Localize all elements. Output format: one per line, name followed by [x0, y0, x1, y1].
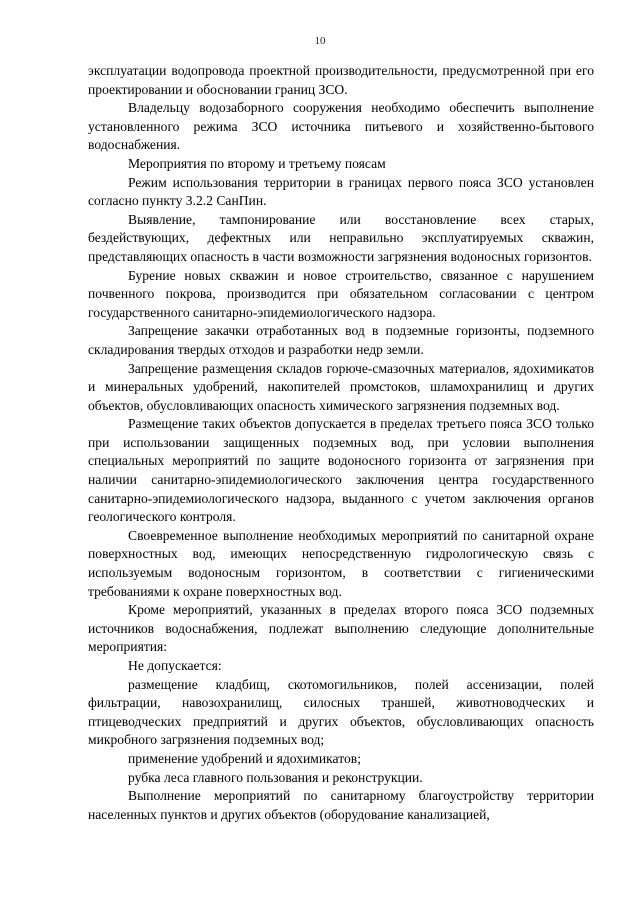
paragraph: Своевременное выполнение необходимых мероприятий по санитарной охране поверхностных вод, имеющих непосредственную гидрологическую связь с используемым водоносным горизонтом, в соответствии с гигиеническими требованиями к охране поверхностных вод.	[88, 527, 594, 599]
paragraph: Мероприятия по второму и третьему поясам	[128, 155, 386, 171]
paragraph: рубка леса главного пользования и реконструкции.	[128, 769, 423, 785]
paragraph: Размещение таких объектов допускается в пределах третьего пояса ЗСО только при использовании защищенных подземных вод, при условии выполнения специальных мероприятий по защите водоносного горизонта от загрязнения при наличии санитарно-эпидемиологического заключения центра государственного санитарно-эпидемиологического надзора, выданного с учетом заключения органов геологического контроля.	[88, 416, 594, 525]
paragraph: Владельцу водозаборного сооружения необходимо обеспечить выполнение установленного режима ЗСО источника питьевого и хозяйственно-бытового водоснабжения.	[88, 100, 594, 153]
paragraph: применение удобрений и ядохимикатов;	[128, 750, 361, 766]
page-number: 10	[314, 35, 326, 47]
paragraph: Бурение новых скважин и новое строительство, связанное с нарушением почвенного покрова, производится при обязательном согласовании с центром государственного санитарно-эпидемиологического надзора.	[88, 267, 594, 320]
paragraph: эксплуатации водопровода проектной производительности, предусмотренной при его проектировании и обосновании границ ЗСО.	[88, 63, 594, 97]
paragraph: Выявление, тампонирование или восстановление всех старых, бездействующих, дефектных или неправильно эксплуатируемых скважин, представляющих опасность в части возможности загрязнения водоносных горизонтов.	[88, 211, 594, 264]
paragraph: Выполнение мероприятий по санитарному благоустройству территории населенных пунктов и других объектов (оборудование канализацией,	[88, 788, 594, 822]
paragraph: Режим использования территории в границах первого пояса ЗСО установлен согласно пункту 3.2.2 СанПин.	[88, 174, 594, 209]
paragraph: Запрещение размещения складов горюче-смазочных материалов, ядохимикатов и минеральных удобрений, накопителей промстоков, шламохранилищ и других объектов, обусловливающих опасность химического загрязнения подземных вод.	[88, 360, 594, 413]
paragraph: размещение кладбищ, скотомогильников, полей ассенизации, полей фильтрации, навозохранилищ, силосных траншей, животноводческих и птицеводческих предприятий и других объектов, обусловливающих опасность микробного загрязнения подземных вод;	[88, 676, 594, 748]
paragraph: Кроме мероприятий, указанных в пределах второго пояса ЗСО подземных источников водоснабжения, подлежат выполнению следующие дополнительные мероприятия:	[88, 602, 594, 655]
paragraph: Запрещение закачки отработанных вод в подземные горизонты, подземного складирования твердых отходов и разработки недр земли.	[88, 323, 594, 357]
document-body	[88, 62, 594, 824]
paragraph: Не допускается:	[128, 658, 222, 673]
